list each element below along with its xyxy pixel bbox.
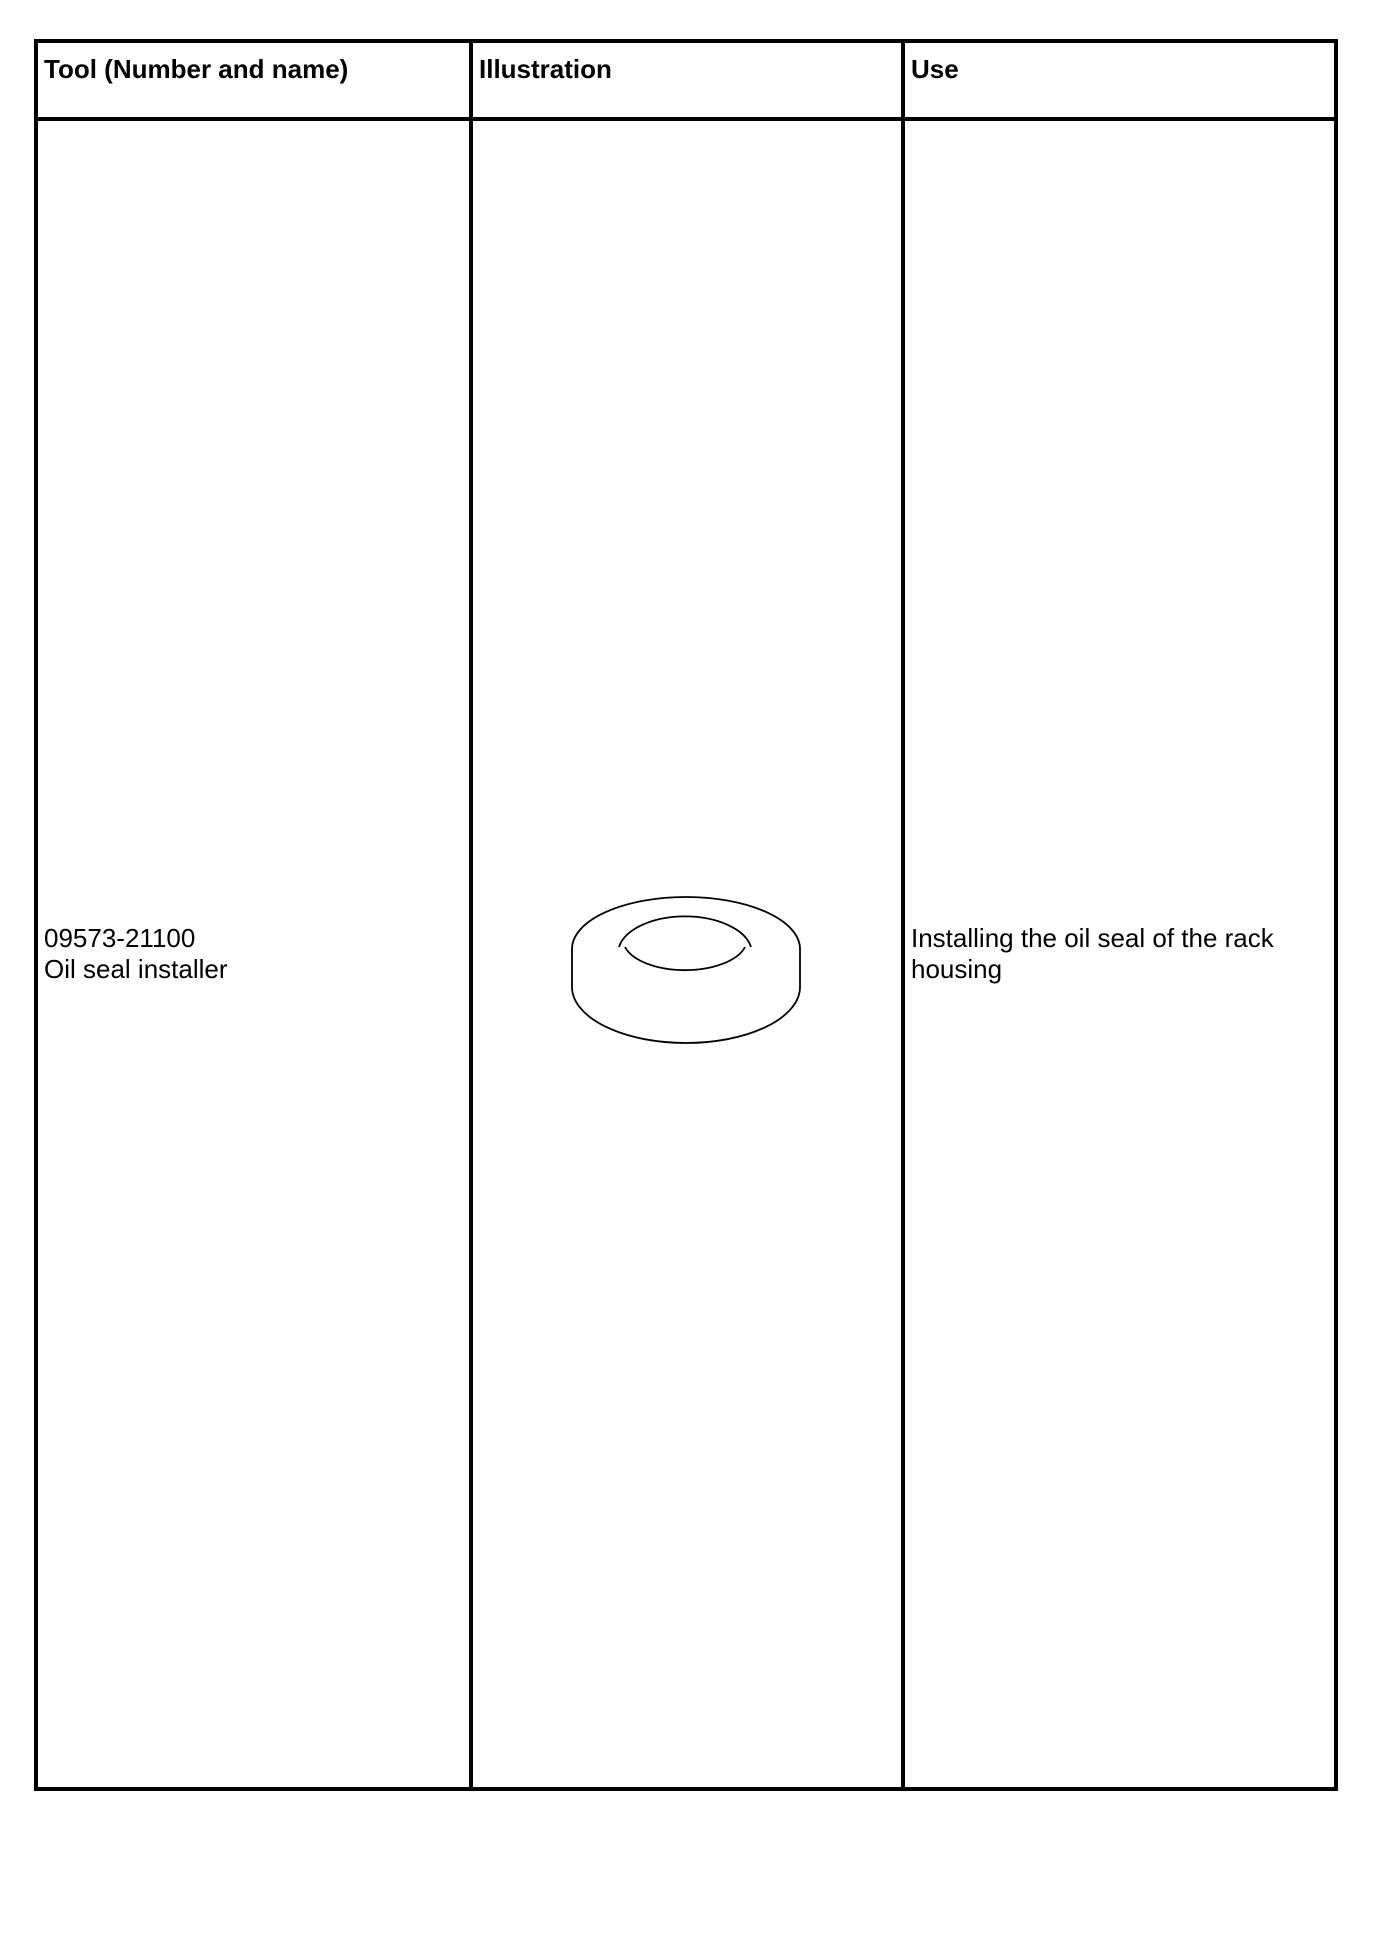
- tool-text: [44, 923, 228, 985]
- tool-cell: [38, 121, 469, 1787]
- use-text: Installing the oil seal of the rack housing: [911, 923, 1274, 984]
- oil-seal-installer-ring-icon: [568, 861, 804, 1047]
- header-illustration: Illustration: [479, 54, 612, 84]
- use-cell: [905, 121, 1338, 1787]
- header-use: Use: [911, 54, 959, 84]
- illustration-cell: [473, 121, 901, 1787]
- special-tools-table: [34, 39, 1338, 1791]
- tool-number: 09573-21100: [44, 923, 196, 953]
- header-tool: Tool (Number and name): [44, 54, 349, 84]
- tool-name: Oil seal installer: [44, 954, 228, 984]
